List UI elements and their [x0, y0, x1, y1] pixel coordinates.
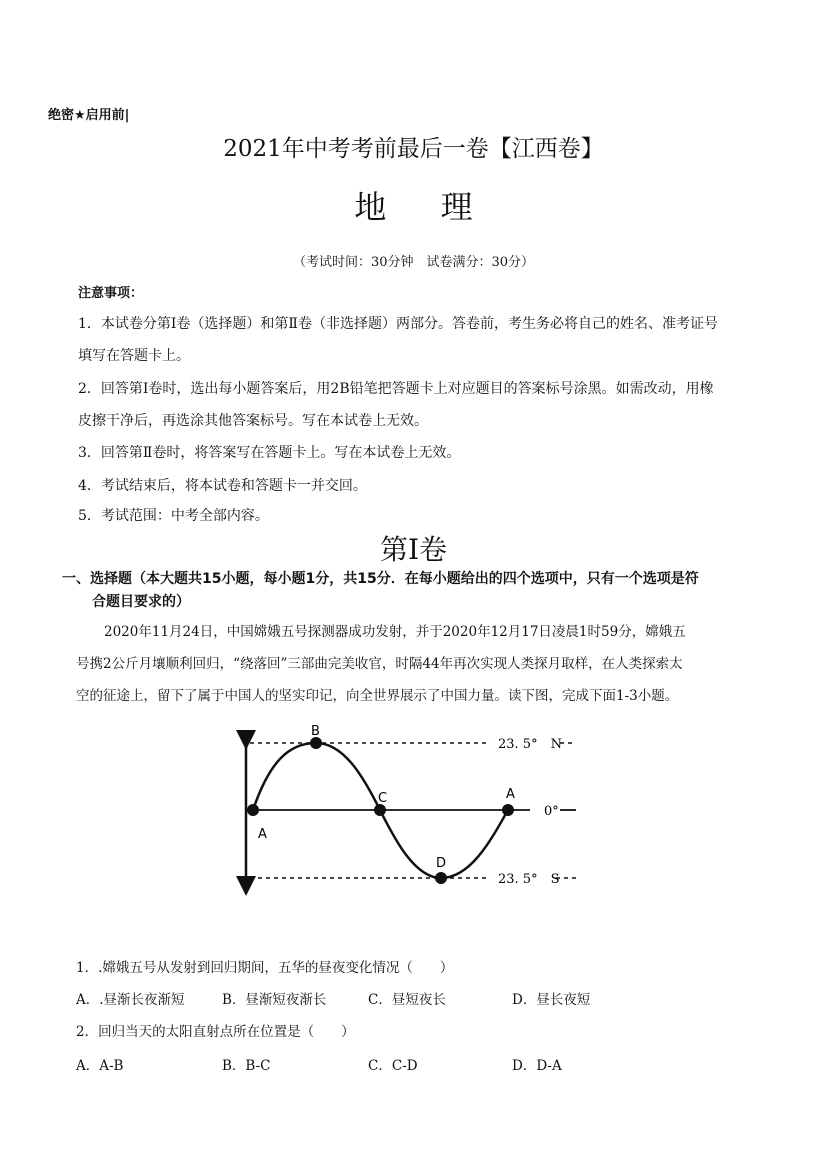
point-a-end [502, 804, 514, 816]
section-heading: 一、选择题（本大题共15小题，每小题1分，共15分．在每小题给出的四个选项中，只有一个选项是符 [62, 571, 699, 587]
notice-item: 2．回答第Ⅰ卷时，选出每小题答案后，用2B铅笔把答题卡上对应题目的答案标号涂黑。如需改动，用橡 [78, 381, 714, 397]
label-a-start: A [258, 827, 267, 842]
section-title: 第Ⅰ卷 [379, 533, 448, 566]
question-1-option-c[interactable]: C．昼短夜长 [368, 992, 446, 1008]
label-equator: 0° [544, 804, 559, 819]
notice-item: 5．考试范围：中考全部内容。 [78, 508, 269, 524]
exam-time: （考试时间：30分钟 试卷满分：30分） [292, 255, 535, 270]
notice-item: 3．回答第Ⅱ卷时，将答案写在答题卡上。写在本试卷上无效。 [78, 445, 461, 461]
question-2-option-b[interactable]: B．B-C [222, 1058, 271, 1074]
passage-line: 号携2公斤月壤顺利回归，“绕落回”三部曲完美收官，时隔44年再次实现人类探月取样，在人类探索太 [76, 656, 683, 672]
passage-line: 空的征途上，留下了属于中国人的坚实印记，向全世界展示了中国力量。读下图，完成下面1-3小题。 [76, 688, 679, 704]
label-d: D [436, 856, 447, 871]
question-1-option-b[interactable]: B．昼渐短夜渐长 [222, 992, 327, 1008]
question-2-option-c[interactable]: C．C-D [368, 1058, 418, 1074]
label-b: B [311, 724, 320, 739]
notice-item: 皮擦干净后，再选涂其他答案标号。写在本试卷上无效。 [78, 413, 428, 429]
passage-line: 2020年11月24日，中国嫦娥五号探测器成功发射，并于2020年12月17日凌晨1时59分，嫦娥五 [104, 624, 686, 640]
question-1-stem: 1．.嫦娥五号从发射到回归期间，五华的昼夜变化情况（ ） [76, 960, 454, 976]
label-23-5-s: 23. 5° S [498, 872, 560, 887]
label-23-5-n: 23. 5° N [498, 737, 562, 752]
notice-item: 1．本试卷分第Ⅰ卷（选择题）和第Ⅱ卷（非选择题）两部分。答卷前，考生务必将自己的姓名、准考证号 [78, 316, 718, 332]
point-d [435, 872, 447, 884]
question-1-option-d[interactable]: D．昼长夜短 [512, 992, 591, 1008]
label-c: C [378, 791, 388, 806]
question-2-option-a[interactable]: A．A-B [76, 1058, 124, 1074]
exam-title: 2021年中考考前最后一卷【江西卷】 [223, 136, 604, 162]
subject-title: 地 理 [354, 188, 495, 226]
notice-heading: 注意事项： [78, 286, 144, 301]
question-1-option-a[interactable]: A．.昼渐长夜渐短 [76, 992, 185, 1008]
label-a-end: A [506, 787, 515, 802]
question-2-stem: 2．回归当天的太阳直射点所在位置是（ ） [76, 1024, 355, 1040]
section-heading-cont: 合题目要求的） [92, 594, 190, 610]
question-2-option-d[interactable]: D．D-A [512, 1058, 562, 1074]
point-a-start [247, 804, 259, 816]
notice-item: 填写在答题卡上。 [78, 348, 190, 364]
notice-item: 4．考试结束后，将本试卷和答题卡一并交回。 [78, 478, 367, 494]
confidential-label: 绝密★启用前| [48, 108, 130, 123]
